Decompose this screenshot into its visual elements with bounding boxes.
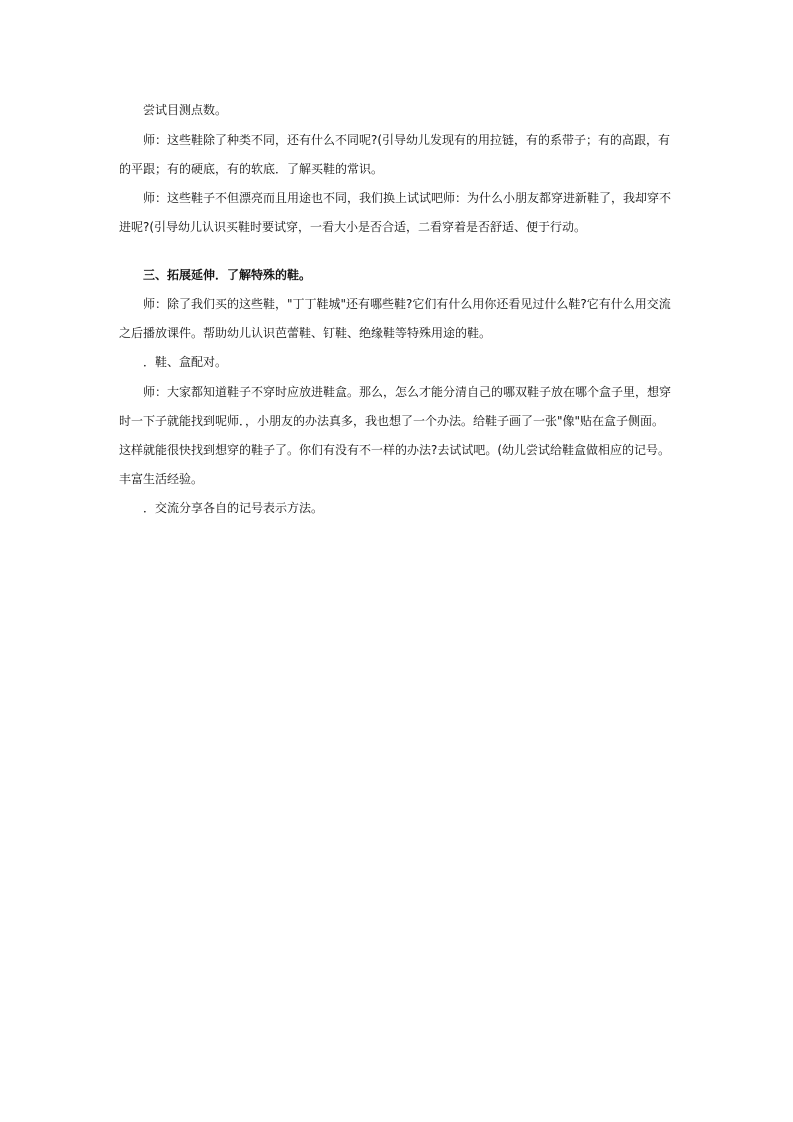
list-item-shoe-box-matching: ．鞋、盒配对。 bbox=[143, 355, 228, 369]
paragraph-shoe-box-marks: 师：大家都知道鞋子不穿时应放进鞋盒。那么，怎么才能分清自己的哪双鞋子放在哪个盒子里，想穿时一下子就能找到呢师．，小朋友的办法真多，我也想了一个办法。给鞋子画了一张"像"贴在盒子侧面。这样就能很快找到想穿的鞋子了。你们有没有不一样的办法?去试试吧。(幼儿尝试给鞋盒做相应的记号。丰富生活经验。 bbox=[119, 385, 672, 486]
paragraph-shoe-differences: 师：这些鞋除了种类不同，还有什么不同呢?(引导幼儿发现有的用拉链，有的系带子；有的高跟，有的平跟；有的硬底，有的软底．了解买鞋的常识。 bbox=[119, 133, 671, 176]
paragraph-try-on-shoes: 师：这些鞋子不但漂亮而且用途也不同，我们换上试试吧师：为什么小朋友都穿进新鞋了，我却穿不进呢?(引导幼儿认识买鞋时要试穿，一看大小是否合适，二看穿着是否舒适、便于行动。 bbox=[119, 191, 672, 234]
section-heading-special-shoes: 三、拓展延伸．了解特殊的鞋。 bbox=[143, 268, 312, 282]
paragraph-counting-attempt: 尝试目测点数。 bbox=[143, 103, 228, 117]
paragraph-special-shoes: 师：除了我们买的这些鞋，"丁丁鞋城"还有哪些鞋?它们有什么用你还看见过什么鞋?它有什么用交流之后播放课件。帮助幼儿认识芭蕾鞋、钉鞋、绝缘鞋等特殊用途的鞋。 bbox=[119, 297, 671, 340]
list-item-share-marking-methods: ．交流分享各自的记号表示方法。 bbox=[143, 501, 324, 515]
